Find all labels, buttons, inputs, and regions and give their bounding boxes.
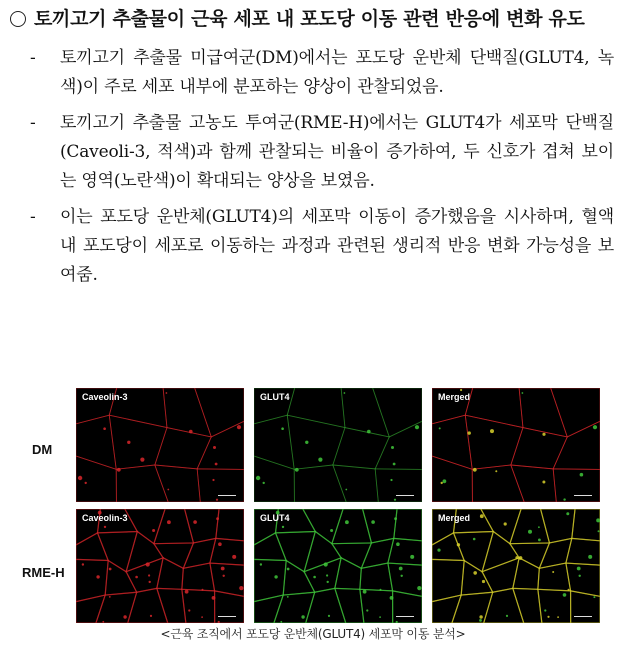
signal-spot xyxy=(563,498,565,500)
signal-spot xyxy=(201,616,203,618)
signal-spot xyxy=(473,538,476,541)
panel-dm-caveolin xyxy=(76,388,244,502)
signal-spot xyxy=(596,518,600,522)
section-heading xyxy=(10,6,614,32)
cell-outline xyxy=(254,456,294,502)
cell-outline xyxy=(195,388,244,437)
signal-spot xyxy=(345,489,347,491)
scale-bar xyxy=(574,616,592,617)
cell-outline xyxy=(571,591,600,623)
signal-spot xyxy=(146,562,150,566)
signal-spot xyxy=(528,530,532,534)
signal-spot xyxy=(441,482,443,484)
signal-spot xyxy=(150,615,152,617)
cell-outline xyxy=(572,509,600,541)
circle-bullet-icon xyxy=(10,11,26,27)
signal-spot xyxy=(399,567,403,571)
signal-spot xyxy=(213,446,216,449)
signal-spot xyxy=(327,581,329,583)
signal-spot xyxy=(216,499,218,501)
signal-spot xyxy=(367,430,371,434)
signal-spot xyxy=(410,555,414,559)
cell-outline xyxy=(157,558,183,590)
panel-rmeh-caveolin xyxy=(76,509,244,623)
cell-outline xyxy=(333,428,389,469)
signal-spot xyxy=(109,568,112,571)
signal-spot xyxy=(148,574,150,576)
cell-outline xyxy=(472,465,524,502)
cell-outline xyxy=(155,465,200,502)
signal-spot xyxy=(237,425,241,429)
signal-spot xyxy=(202,589,204,591)
signal-spot xyxy=(345,520,349,524)
signal-spot xyxy=(328,615,330,617)
cell-outline xyxy=(333,465,378,502)
cell-outline xyxy=(287,415,345,469)
cell-outline xyxy=(157,588,186,623)
panel-rmeh-merged xyxy=(432,509,600,623)
signal-spot xyxy=(577,567,581,571)
signal-spot xyxy=(287,596,289,598)
cell-outline xyxy=(96,592,137,623)
cell-outline xyxy=(510,543,550,568)
signal-spot xyxy=(216,517,219,520)
signal-spot xyxy=(519,556,523,560)
signal-spot xyxy=(480,514,484,518)
cell-outline xyxy=(432,456,472,502)
cell-outline xyxy=(373,388,422,437)
dash-marker: - xyxy=(30,113,36,133)
micrograph-image xyxy=(76,509,244,623)
cell-outline xyxy=(216,509,244,541)
signal-spot xyxy=(117,468,121,472)
figure-caption: <근육 조직에서 포도당 운반체(GLUT4) 세포막 이동 분석> xyxy=(160,627,466,641)
cell-outline xyxy=(105,560,137,595)
cell-outline xyxy=(461,560,493,595)
micrograph-image xyxy=(76,388,244,502)
cell-outline xyxy=(566,538,600,565)
signal-spot xyxy=(391,446,394,449)
signal-spot xyxy=(401,575,403,577)
signal-spot xyxy=(185,590,189,594)
scale-bar xyxy=(396,616,414,617)
microscopy-figure xyxy=(18,385,608,647)
scale-bar xyxy=(218,495,236,496)
panel-label: Merged xyxy=(438,513,471,523)
signal-spot xyxy=(104,526,106,528)
signal-spot xyxy=(109,596,111,598)
signal-spot xyxy=(212,596,216,600)
panel-label: GLUT4 xyxy=(260,392,290,402)
signal-spot xyxy=(232,555,236,559)
bullet-item xyxy=(22,109,614,196)
signal-spot xyxy=(542,481,545,484)
signal-spot xyxy=(468,431,471,434)
signal-spot xyxy=(305,441,308,444)
cell-outline xyxy=(126,532,163,572)
panel-label: Caveolin-3 xyxy=(82,392,128,402)
signal-spot xyxy=(394,517,397,520)
signal-spot xyxy=(506,615,508,617)
signal-spot xyxy=(394,499,396,501)
signal-spot xyxy=(85,482,87,484)
signal-spot xyxy=(390,479,392,481)
cell-outline xyxy=(360,563,393,591)
panel-dm-glut4 xyxy=(254,388,422,502)
signal-spot xyxy=(396,621,398,623)
signal-spot xyxy=(301,615,304,618)
signal-spot xyxy=(274,575,277,578)
signal-spot xyxy=(140,458,144,462)
signal-spot xyxy=(189,430,193,434)
bullet-text: 토끼고기 추출물 고농도 투여군(RME-H)에서는 GLUT4가 세포막 단백질(Caveoli-3, 적색)과 함께 관찰되는 비율이 증가하여, 두 신호가 겹쳐 보이는 영역(노란색)이 확대되는 양상을 보였음. xyxy=(60,113,614,191)
signal-spot xyxy=(324,562,328,566)
signal-spot xyxy=(566,512,569,515)
bullet-text: 이는 포도당 운반체(GLUT4)의 세포막 이동이 증가했음을 시사하며, 혈액 내 포도당이 세포로 이동하는 과정과 관련된 생리적 반응 변화 가능성을 보여줌. xyxy=(60,207,614,285)
signal-spot xyxy=(593,596,595,598)
cell-outline xyxy=(283,560,315,595)
cell-outline xyxy=(76,456,116,502)
signal-spot xyxy=(490,429,494,433)
signal-spot xyxy=(439,427,441,429)
signal-spot xyxy=(598,530,600,532)
cell-outline xyxy=(335,558,361,590)
signal-spot xyxy=(239,586,243,590)
signal-spot xyxy=(390,596,394,600)
signal-spot xyxy=(149,581,151,583)
signal-spot xyxy=(393,463,396,466)
dash-marker: - xyxy=(30,207,36,227)
micrograph-image xyxy=(254,509,422,623)
signal-spot xyxy=(457,543,460,546)
cell-outline xyxy=(116,465,168,502)
cell-outline xyxy=(215,591,244,623)
cell-outline xyxy=(363,509,397,543)
cell-outline xyxy=(335,588,364,623)
cell-outline xyxy=(452,592,493,623)
signal-spot xyxy=(380,589,382,591)
signal-spot xyxy=(287,568,290,571)
panel-label: Caveolin-3 xyxy=(82,513,128,523)
signal-spot xyxy=(495,470,497,472)
signal-spot xyxy=(479,615,482,618)
bullet-item xyxy=(22,203,614,290)
signal-spot xyxy=(318,458,322,462)
signal-spot xyxy=(593,425,597,429)
signal-spot xyxy=(152,529,155,532)
signal-spot xyxy=(538,526,540,528)
signal-spot xyxy=(415,425,419,429)
signal-spot xyxy=(547,616,549,618)
signal-spot xyxy=(218,542,222,546)
cell-outline xyxy=(182,563,215,591)
signal-spot xyxy=(396,542,400,546)
cell-outline xyxy=(551,388,600,437)
signal-spot xyxy=(479,619,482,622)
signal-spot xyxy=(167,489,169,491)
signal-spot xyxy=(218,621,220,623)
signal-spot xyxy=(221,567,225,571)
signal-spot xyxy=(542,433,545,436)
scale-bar xyxy=(396,495,414,496)
cell-outline xyxy=(541,509,575,543)
signal-spot xyxy=(96,575,99,578)
scale-bar xyxy=(574,495,592,496)
cell-outline xyxy=(360,589,393,623)
micrograph-image xyxy=(432,509,600,623)
cell-outline xyxy=(513,558,539,590)
signal-spot xyxy=(522,392,524,394)
panel-dm-merged xyxy=(432,388,600,502)
signal-spot xyxy=(127,441,130,444)
cell-outline xyxy=(513,588,542,623)
signal-spot xyxy=(443,479,447,483)
signal-spot xyxy=(417,586,421,590)
panel-label: GLUT4 xyxy=(260,513,290,523)
signal-spot xyxy=(538,539,541,542)
dash-marker: - xyxy=(30,48,36,68)
heading-text: 토끼고기 추출물이 근육 세포 내 포도당 이동 관련 반응에 변화 유도 xyxy=(34,8,585,30)
cell-outline xyxy=(393,591,422,623)
cell-outline xyxy=(553,469,600,502)
signal-spot xyxy=(482,580,485,583)
signal-spot xyxy=(313,576,316,579)
signal-spot xyxy=(563,593,567,597)
cell-outline xyxy=(182,589,215,623)
signal-spot xyxy=(78,476,82,480)
cell-outline xyxy=(185,509,219,543)
cell-outline xyxy=(394,509,422,541)
cell-outline xyxy=(538,563,571,591)
signal-spot xyxy=(123,615,126,618)
signal-spot xyxy=(135,576,138,579)
signal-spot xyxy=(102,621,104,623)
panel-label: Merged xyxy=(438,392,471,402)
signal-spot xyxy=(188,609,190,611)
cell-outline xyxy=(341,388,389,437)
cell-outline xyxy=(511,428,567,469)
signal-spot xyxy=(579,575,581,577)
cell-outline xyxy=(388,538,422,565)
signal-spot xyxy=(166,392,168,394)
signal-spot xyxy=(82,563,84,565)
scale-bar xyxy=(218,616,236,617)
micrograph-image xyxy=(432,388,600,502)
signal-spot xyxy=(371,520,375,524)
cell-outline xyxy=(197,421,244,469)
signal-spot xyxy=(330,529,333,532)
panel-rmeh-glut4 xyxy=(254,509,422,623)
cell-outline xyxy=(375,421,422,469)
cell-outline xyxy=(332,543,372,568)
cell-outline xyxy=(553,421,600,469)
row-label-dm: DM xyxy=(32,442,53,457)
cell-outline xyxy=(210,538,244,565)
cell-outline xyxy=(510,509,550,544)
cell-outline xyxy=(294,465,346,502)
signal-spot xyxy=(256,476,260,480)
signal-spot xyxy=(473,468,477,472)
signal-spot xyxy=(504,522,507,525)
cell-outline xyxy=(465,415,523,469)
signal-spot xyxy=(379,616,381,618)
cell-outline xyxy=(332,509,372,544)
signal-spot xyxy=(295,468,299,472)
signal-spot xyxy=(167,520,171,524)
signal-spot xyxy=(281,427,284,430)
signal-spot xyxy=(263,482,265,484)
signal-spot xyxy=(473,571,477,575)
signal-spot xyxy=(280,621,282,623)
cell-outline xyxy=(274,592,315,623)
signal-spot xyxy=(588,555,592,559)
signal-spot xyxy=(326,574,328,576)
signal-spot xyxy=(344,392,346,394)
signal-spot xyxy=(544,609,546,611)
signal-spot xyxy=(212,479,214,481)
signal-spot xyxy=(215,463,218,466)
cell-outline xyxy=(197,469,244,502)
cell-outline xyxy=(163,388,211,437)
cell-outline xyxy=(109,415,167,469)
signal-spot xyxy=(103,427,106,430)
bullet-text: 토끼고기 추출물 미급여군(DM)에서는 포도당 운반체 단백질(GLUT4, 녹색)이 주로 세포 내부에 분포하는 양상이 관찰되었음. xyxy=(60,48,614,97)
signal-spot xyxy=(363,590,367,594)
cell-outline xyxy=(375,469,422,502)
signal-spot xyxy=(552,571,554,573)
signal-spot xyxy=(437,549,440,552)
cell-outline xyxy=(154,543,194,568)
signal-spot xyxy=(460,389,462,391)
cell-outline xyxy=(511,465,556,502)
cell-outline xyxy=(154,509,194,544)
signal-spot xyxy=(557,616,559,618)
signal-spot xyxy=(223,575,225,577)
row-label-rme-h: RME-H xyxy=(22,565,65,580)
cell-outline xyxy=(155,428,211,469)
micrograph-image xyxy=(254,388,422,502)
signal-spot xyxy=(568,589,570,591)
signal-spot xyxy=(282,526,284,528)
signal-spot xyxy=(193,520,197,524)
signal-spot xyxy=(260,563,262,565)
bullet-item xyxy=(22,44,614,102)
signal-spot xyxy=(580,473,584,477)
bullet-list xyxy=(22,44,614,297)
cell-outline xyxy=(519,388,567,437)
cell-outline xyxy=(482,532,519,572)
signal-spot xyxy=(366,609,368,611)
cell-outline xyxy=(304,532,341,572)
signal-spot xyxy=(515,556,518,559)
